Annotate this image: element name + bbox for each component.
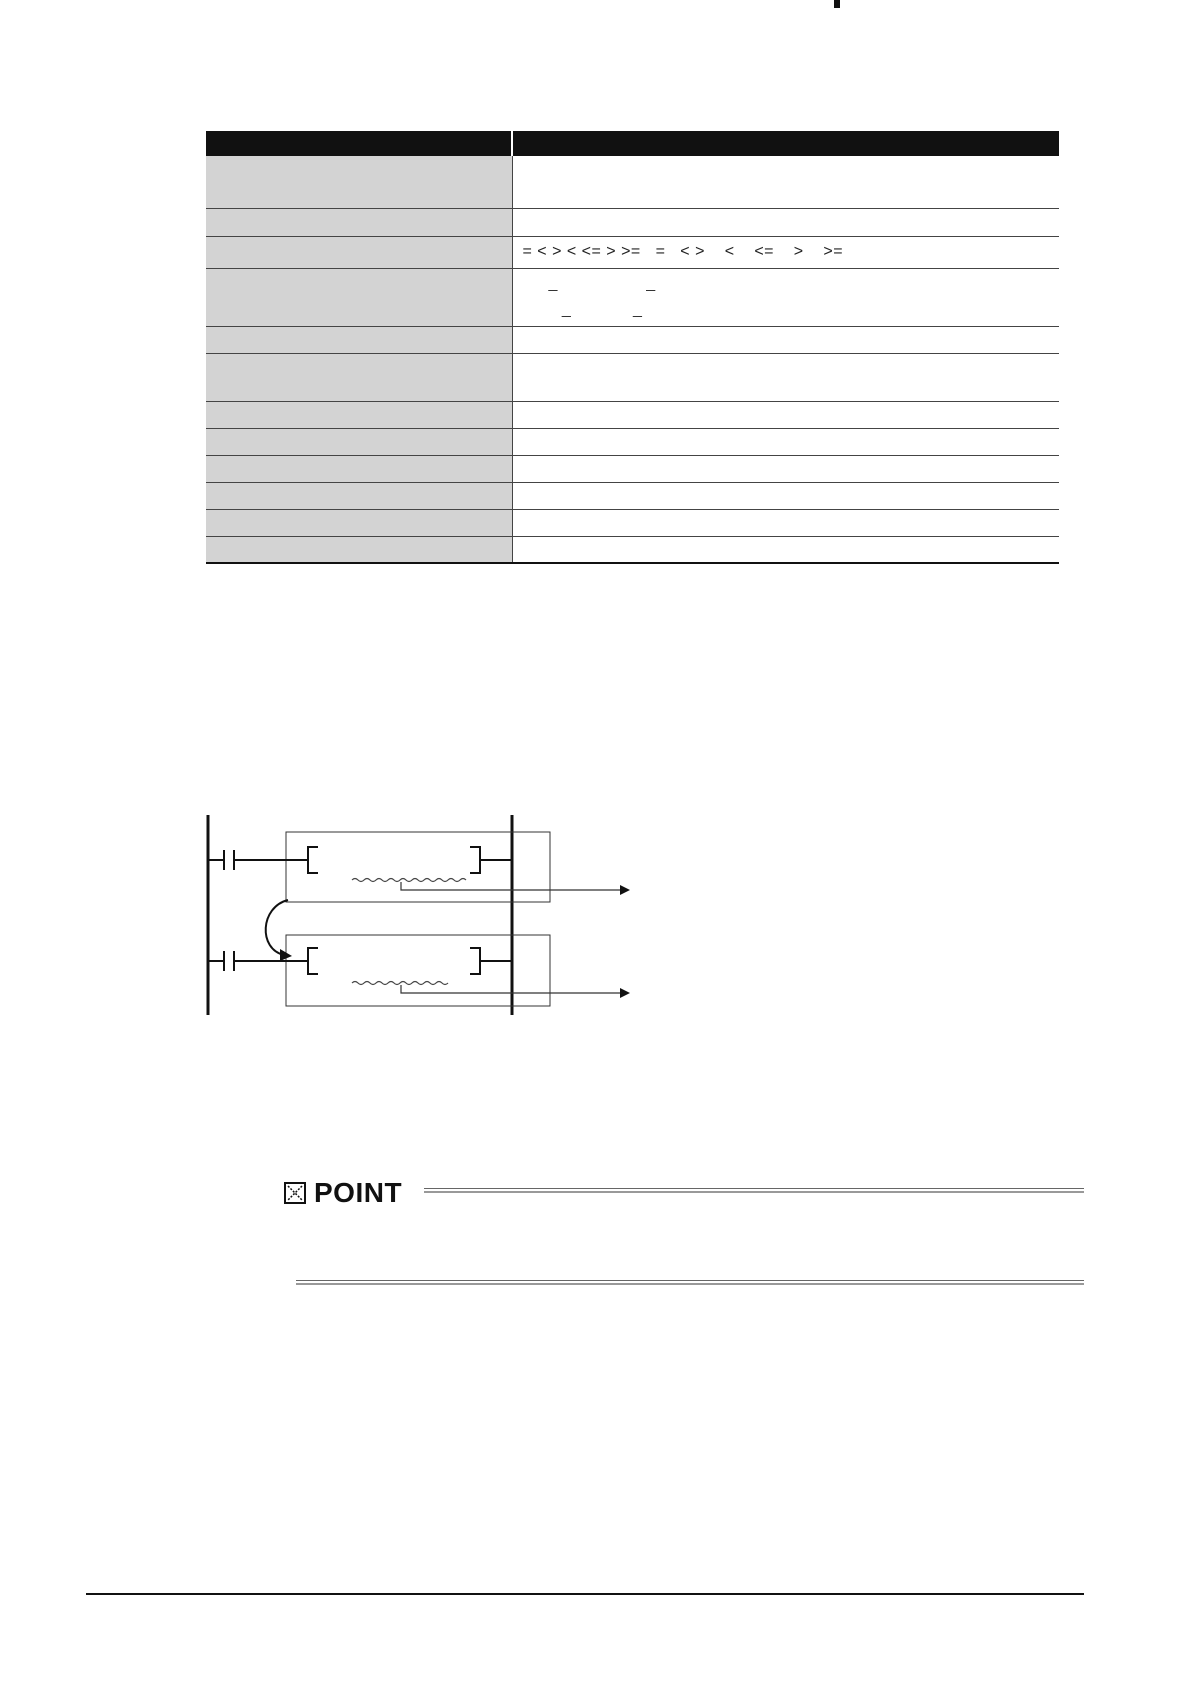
row-value — [512, 428, 1059, 455]
row-value — [512, 509, 1059, 536]
table-row — [206, 455, 1059, 482]
flow-curve-arrow — [266, 900, 288, 955]
table-row — [206, 236, 1059, 268]
row-label — [206, 401, 512, 428]
upper-rung — [208, 847, 630, 895]
table-row — [206, 428, 1059, 455]
footer-rule — [86, 1593, 1084, 1595]
row-value — [512, 401, 1059, 428]
table-row — [206, 353, 1059, 401]
table-row — [206, 208, 1059, 236]
comparison-operators: = < > < <= > >= = < > < <= > >= — [512, 236, 1059, 268]
open-bracket — [308, 847, 318, 873]
dash-line-2: _ _ — [548, 301, 642, 318]
lower-instruction-box — [286, 935, 550, 1006]
row-label — [206, 268, 512, 326]
point-bottom-rule — [296, 1280, 1084, 1285]
table-row — [206, 268, 1059, 326]
table-header-item — [206, 131, 512, 156]
wavy-operand — [352, 982, 448, 985]
table-header-row — [206, 131, 1059, 156]
row-label — [206, 156, 512, 208]
table-row — [206, 156, 1059, 208]
row-label — [206, 326, 512, 353]
row-value — [512, 326, 1059, 353]
table-row — [206, 536, 1059, 563]
row-label — [206, 236, 512, 268]
ladder-diagram — [200, 815, 640, 1025]
spec-table — [206, 131, 1059, 564]
arrow-head — [620, 988, 630, 998]
table-row — [206, 509, 1059, 536]
upper-instruction-box — [286, 832, 550, 902]
row-value — [512, 482, 1059, 509]
open-bracket — [308, 948, 318, 974]
row-label — [206, 509, 512, 536]
row-label — [206, 482, 512, 509]
table-row — [206, 401, 1059, 428]
row-value — [512, 455, 1059, 482]
point-icon — [284, 1182, 306, 1204]
row-value — [512, 536, 1059, 563]
arrow-head — [620, 885, 630, 895]
row-label — [206, 455, 512, 482]
row-value — [512, 268, 1059, 326]
row-label — [206, 208, 512, 236]
point-title: POINT — [314, 1177, 403, 1208]
dash-line-1: _ _ — [548, 275, 656, 292]
row-label — [206, 353, 512, 401]
scan-mark — [834, 0, 840, 8]
table-row — [206, 326, 1059, 353]
table-row — [206, 482, 1059, 509]
close-bracket — [470, 948, 480, 974]
row-value — [512, 208, 1059, 236]
lower-rung — [208, 948, 630, 998]
close-bracket — [470, 847, 480, 873]
table-header-description — [512, 131, 1059, 156]
row-value — [512, 353, 1059, 401]
wavy-operand — [352, 879, 466, 882]
point-top-rule — [424, 1188, 1084, 1193]
row-label — [206, 536, 512, 563]
row-label — [206, 428, 512, 455]
point-box — [284, 1176, 1084, 1286]
row-value — [512, 156, 1059, 208]
